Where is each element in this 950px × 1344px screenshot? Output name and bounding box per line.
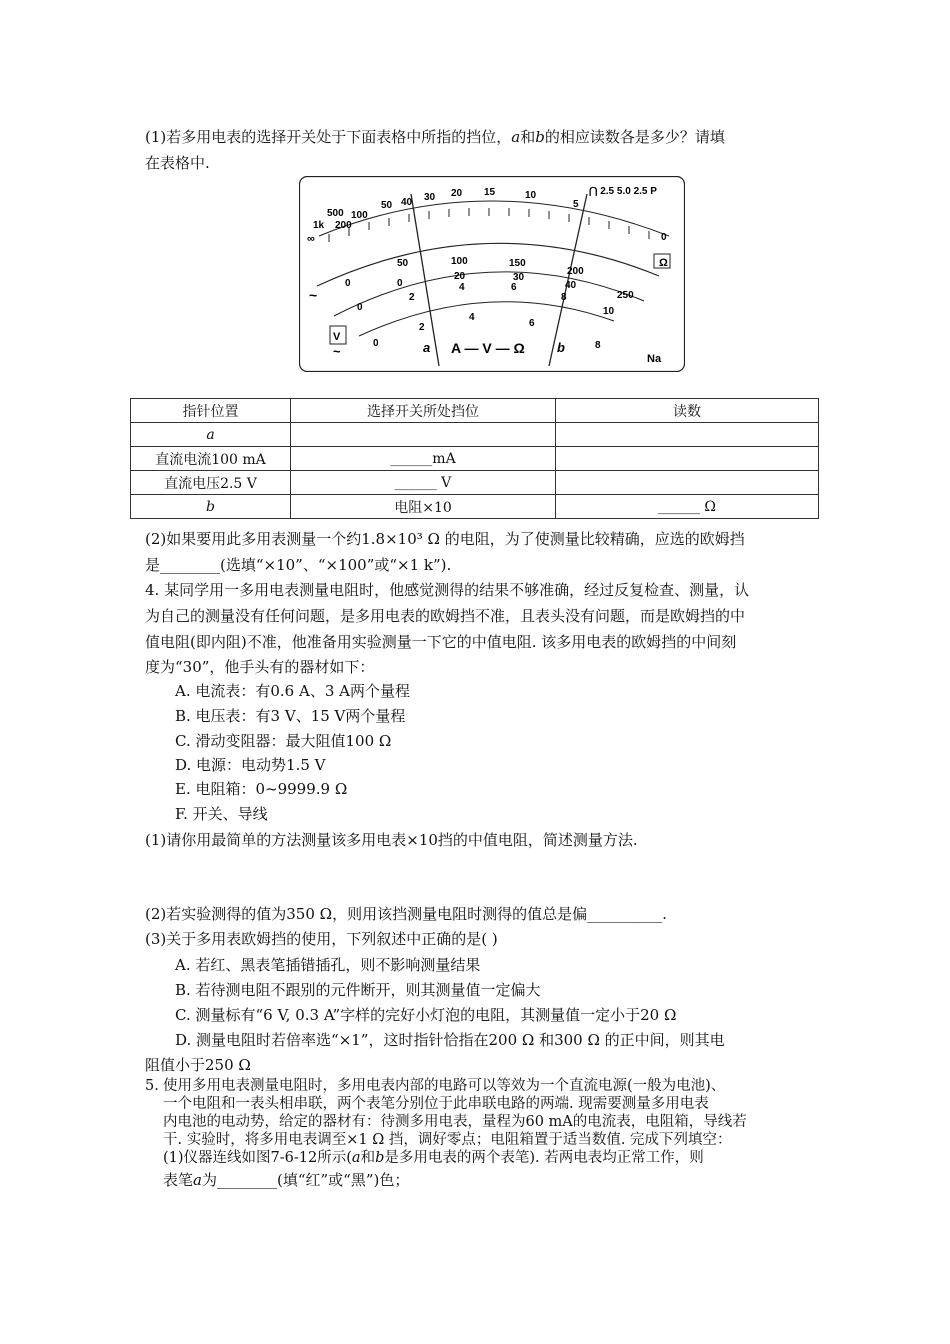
scale-mid-label: 100: [451, 256, 468, 267]
scale-inner-label: 4: [459, 282, 465, 293]
q4-part2: (2)若实验测得的值为350 Ω，则用该挡测量电阻时测得的值总是偏__________.: [145, 905, 667, 923]
table-row: [131, 423, 819, 447]
q5-line6: 表笔a为________(填“红”或“黑”)色；: [163, 1171, 410, 1189]
multimeter-dial-figure: [299, 176, 685, 372]
scale-inner-label: 8: [561, 292, 567, 303]
header-cell: 指针位置: [131, 399, 291, 423]
ohm-tick: 10: [525, 190, 537, 201]
q5-line2: 一个电阻和一表头相串联，两个表笔分别位于此串联电路的两端. 现需要测量多用电表: [163, 1096, 709, 1112]
table-cell: ______mA: [291, 447, 556, 471]
table-cell: a: [131, 423, 291, 447]
scale-mid-label: 0: [345, 278, 351, 289]
ohm-symbol: Ω: [659, 257, 668, 269]
table-row: [131, 495, 819, 519]
q5-line4: 干. 实验时，将多用电表调至×1 Ω 挡，调好零点；电阻箱置于适当数值. 完成下列填空：: [163, 1132, 732, 1148]
v-symbol: V: [333, 331, 341, 343]
ohm-tick: 40: [401, 197, 413, 208]
scale-ac-label: 8: [595, 340, 601, 351]
q4-line2: 为自己的测量没有任何问题，是多用电表的欧姆挡不准，且表头没有问题，而是欧姆挡的中: [145, 607, 746, 625]
q5-number: 5.: [145, 1078, 159, 1094]
scale-inner-label: 10: [603, 306, 615, 317]
ohm-tick: 1k: [313, 220, 325, 231]
q4-choice: D. 测量电阻时若倍率选“×1”，这时指针恰指在200 Ω 和300 Ω 的正中间，则其电: [175, 1031, 725, 1049]
q4-option: E. 电阻箱：0~9999.9 Ω: [175, 780, 348, 798]
q4-option: C. 滑动变阻器：最大阻值100 Ω: [175, 732, 392, 750]
reading-table: [130, 398, 819, 519]
q5-line5: (1)仪器连线如图7-6-12所示(a和b是多用电表的两个表笔). 若两电表均正常工作，则: [163, 1150, 704, 1166]
scale-mid2-label: 0: [397, 278, 403, 289]
ohm-tick-infinity: ∞: [307, 233, 315, 245]
scale-ac-label: 2: [419, 322, 425, 333]
table-cell: [556, 447, 819, 471]
q4-part3: (3)关于多用表欧姆挡的使用，下列叙述中正确的是( ): [145, 930, 498, 948]
q3-part2-line2: 是________(选填“×10”、“×100”或“×1 k”).: [145, 556, 452, 574]
q4-choice: B. 若待测电阻不跟别的元件断开，则其测量值一定偏大: [175, 981, 541, 999]
q3-part1-line2: 在表格中.: [145, 154, 210, 172]
ohm-tick: 5: [573, 199, 579, 210]
header-cell: 选择开关所处挡位: [291, 399, 556, 423]
scale-ac-label: 0: [373, 338, 379, 349]
table-cell: 直流电压2.5 V: [131, 471, 291, 495]
q4-part1: (1)请你用最简单的方法测量该多用电表×10挡的中值电阻，简述测量方法.: [145, 831, 638, 849]
table-cell: [291, 423, 556, 447]
table-cell: 直流电流100 mA: [131, 447, 291, 471]
scale-ac-label: 6: [529, 318, 535, 329]
q4-option: F. 开关、导线: [175, 805, 268, 823]
q5-line1: 使用多用电表测量电阻时，多用电表内部的电路可以等效为一个直流电源(一般为电池)、: [163, 1078, 726, 1094]
scale-mid-label: 150: [509, 258, 526, 269]
table-cell: ______ Ω: [556, 495, 819, 519]
scale-mid2-label: 40: [565, 280, 577, 291]
q4-choice: A. 若红、黑表笔插错插孔，则不影响测量结果: [175, 956, 481, 974]
table-cell: [556, 423, 819, 447]
scale-mid-label: 200: [567, 266, 584, 277]
scale-inner-label: 6: [511, 282, 517, 293]
scale-inner-label: 0: [357, 302, 363, 313]
table-row: [131, 471, 819, 495]
ac-symbol: ~: [309, 287, 318, 303]
scale-inner-label: 2: [409, 292, 415, 303]
ohm-tick: 0: [661, 232, 667, 243]
table-row: [131, 447, 819, 471]
q4-line1: 4. 某同学用一多用电表测量电阻时，他感觉测得的结果不够准确，经过反复检查、测量，认: [145, 581, 750, 599]
table-cell: 电阻×10: [291, 495, 556, 519]
q4-line3: 值电阻(即内阻)不准，他准备用实验测量一下它的中值电阻. 该多用电表的欧姆挡的中间刻: [145, 633, 737, 651]
header-cell: 读数: [556, 399, 819, 423]
label-b: b: [557, 340, 565, 355]
ohm-tick: 20: [451, 188, 463, 199]
q4-option: A. 电流表：有0.6 A、3 A两个量程: [175, 682, 410, 700]
scale-mid-label: 250: [617, 290, 634, 301]
q4-option: B. 电压表：有3 V、15 V两个量程: [175, 707, 406, 725]
scale-mid-label: 50: [397, 258, 409, 269]
ohm-tick: 50: [381, 200, 393, 211]
q3-part2-line1: (2)如果要用此多用表测量一个约1.8×10³ Ω 的电阻，为了使测量比较精确，应选的欧姆挡: [145, 530, 745, 548]
q4-option: D. 电源：电动势1.5 V: [175, 756, 326, 774]
q4-choice-d-cont: 阻值小于250 Ω: [145, 1056, 251, 1074]
top-right-markings: ⋂ 2.5 5.0 2.5 P: [589, 186, 657, 197]
table-cell: ______ V: [291, 471, 556, 495]
maker-mark: Na: [647, 353, 662, 365]
ohm-tick: 200: [335, 220, 352, 231]
table-cell: b: [131, 495, 291, 519]
ohm-tick: 15: [484, 187, 496, 198]
ohm-tick: 100: [351, 210, 368, 221]
ohm-tick: 30: [424, 192, 436, 203]
scale-ac-label: 4: [469, 312, 475, 323]
scale-mid2-label: 20: [454, 271, 466, 282]
q5-line3: 内电池的电动势，给定的器材有：待测多用电表，量程为60 mA的电流表，电阻箱，导线若: [163, 1114, 747, 1130]
scale-mid2-label: 30: [513, 272, 525, 283]
label-a: a: [423, 340, 431, 355]
ac-symbol-2: ~: [333, 344, 341, 359]
table-cell: [556, 471, 819, 495]
table-header-row: [131, 399, 819, 423]
q3-part1-line1: (1)若多用电表的选择开关处于下面表格中所指的挡位，a和b的相应读数各是多少？请填: [145, 128, 725, 146]
q4-line4: 度为“30”，他手头有的器材如下：: [145, 658, 375, 676]
ohm-tick: 500: [327, 208, 344, 219]
q4-choice: C. 测量标有“6 V, 0.3 A”字样的完好小灯泡的电阻，其测量值一定小于20 Ω: [175, 1006, 677, 1024]
center-label: A — V — Ω: [451, 340, 525, 356]
